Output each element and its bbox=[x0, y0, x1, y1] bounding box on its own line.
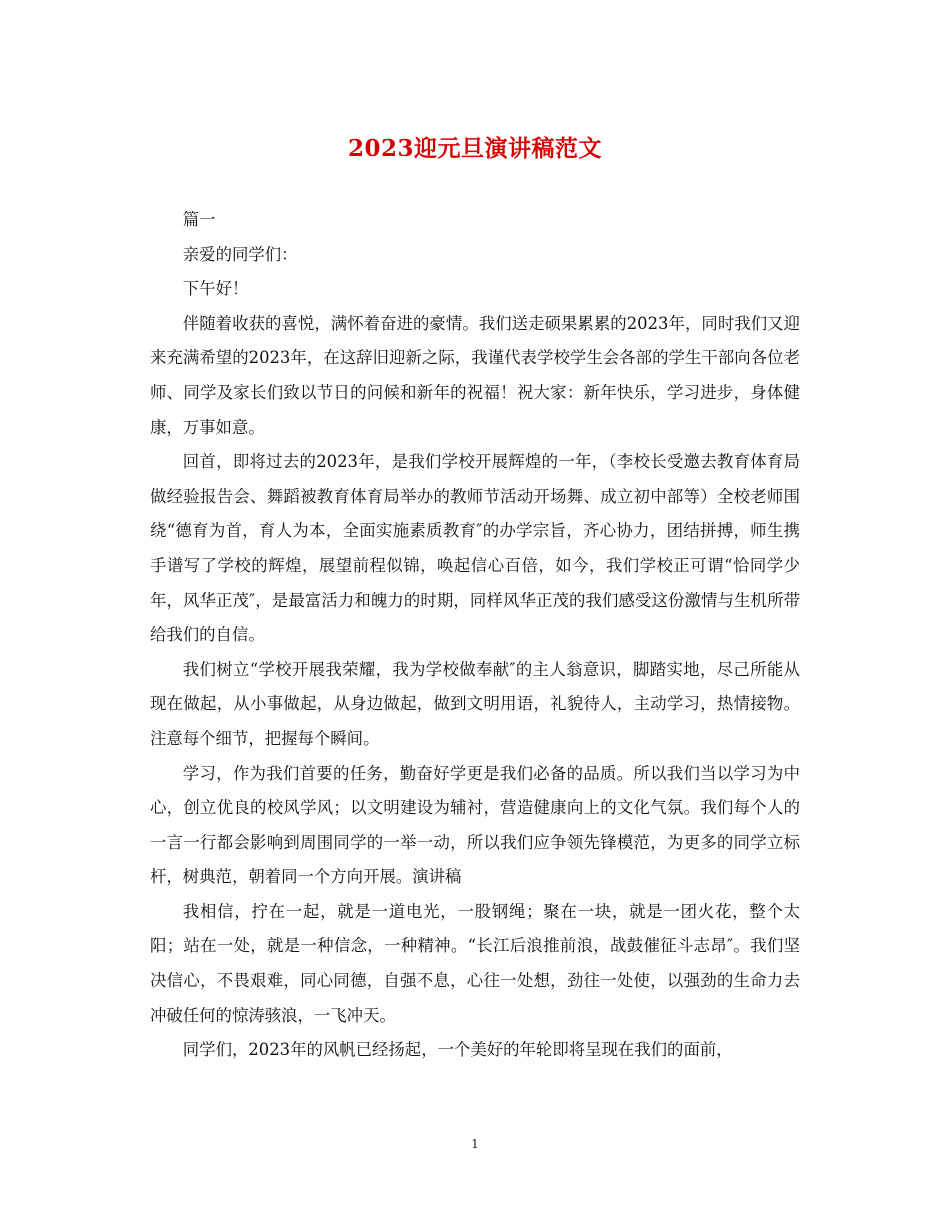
document-body bbox=[150, 203, 800, 1068]
greeting: 下午好！ bbox=[182, 279, 249, 299]
document-title: 2023迎元旦演讲稿范文 bbox=[347, 135, 602, 162]
body-paragraph: 我相信，拧在一起，就是一道电光，一股钢绳；聚在一块，就是一团火花，整个太阳；站在一处，就是一种信念，一种精神。“长江后浪推前浪，战鼓催征斗志昂″。我们坚决信心，不畏艰难，同心同德，自强不息，心往一处想，劲往一处使，以强劲的生命力去冲破任何的惊涛骇浪，一飞冲天。 bbox=[150, 901, 800, 1025]
salutation: 亲爱的同学们： bbox=[182, 244, 298, 264]
body-paragraph: 回首，即将过去的2023年，是我们学校开展辉煌的一年，（李校长受邀去教育体育局做经验报告会、舞蹈被教育体育局举办的教师节活动开场舞、成立初中部等）全校老师围绕“德育为首，育人为本，全面实施素质教育″的办学宗旨，齐心协力，团结拼搏，师生携手谱写了学校的辉煌，展望前程似锦，唤起信心百倍，如今，我们学校正可谓“恰同学少年，风华正茂″，是最富活力和魄力的时期，同样风华正茂的我们感受这份激情与生机所带给我们的自信。 bbox=[150, 452, 800, 645]
page-number: 1 bbox=[471, 1137, 479, 1151]
body-paragraph: 伴随着收获的喜悦，满怀着奋进的豪情。我们送走硕果累累的2023年，同时我们又迎来充满希望的2023年，在这辞旧迎新之际，我谨代表学校学生会各部的学生干部向各位老师、同学及家长们致以节日的问候和新年的祝福！祝大家：新年快乐，学习进步，身体健康，万事如意。 bbox=[150, 313, 800, 437]
body-paragraph: 同学们，2023年的风帆已经扬起，一个美好的年轮即将呈现在我们的面前， bbox=[182, 1040, 733, 1060]
body-paragraph: 学习，作为我们首要的任务，勤奋好学更是我们必备的品质。所以我们当以学习为中心，创立优良的校风学风；以文明建设为辅衬，营造健康向上的文化气氛。我们每个人的一言一行都会影响到周围同学的一举一动，所以我们应争领先锋模范，为更多的同学立标杆，树典范，朝着同一个方向开展。演讲稿 bbox=[150, 763, 800, 887]
body-paragraph: 我们树立“学校开展我荣耀，我为学校做奉献″的主人翁意识，脚踏实地，尽己所能从现在做起，从小事做起，从身边做起，做到文明用语，礼貌待人，主动学习，热情接物。注意每个细节，把握每个瞬间。 bbox=[150, 659, 800, 748]
section-heading: 篇一 bbox=[182, 210, 216, 229]
